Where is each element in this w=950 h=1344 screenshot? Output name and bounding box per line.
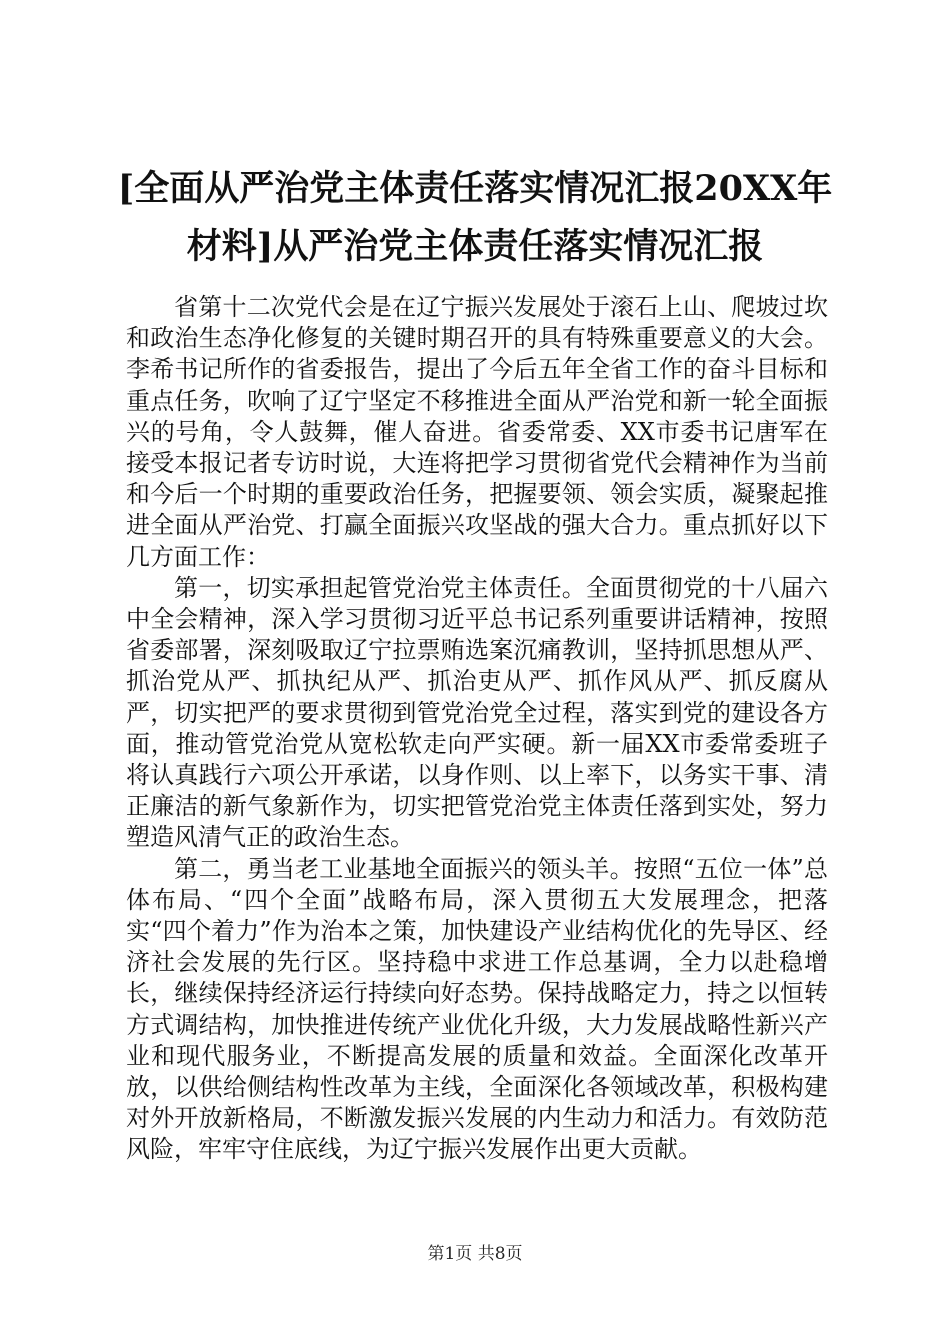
document-body: [126, 292, 828, 1166]
page-number-footer: 第1页 共8页: [427, 1244, 523, 1264]
paragraph-intro: 省第十二次党代会是在辽宁振兴发展处于滚石上山、爬坡过坎和政治生态净化修复的关键时期召开的具有特殊重要意义的大会。李希书记所作的省委报告，提出了今后五年全省工作的奋斗目标和重点任务，吹响了辽宁坚定不移推进全面从严治党和新一轮全面振兴的号角，令人鼓舞，催人奋进。省委常委、XX市委书记唐军在接受本报记者专访时说，大连将把学习贯彻省党代会精神作为当前和今后一个时期的重要政治任务，把握要领、领会实质，凝聚起推进全面从严治党、打赢全面振兴攻坚战的强大合力。重点抓好以下几方面工作：: [126, 293, 828, 571]
document-title: [全面从严治党主体责任落实情况汇报20XX年材料]从严治党主体责任落实情况汇报: [117, 168, 833, 267]
paragraph-first-point: 第一，切实承担起管党治党主体责任。全面贯彻党的十八届六中全会精神，深入学习贯彻习近平总书记系列重要讲话精神，按照省委部署，深刻吸取辽宁拉票贿选案沉痛教训，坚持抓思想从严、抓治党从严、抓执纪从严、抓治吏从严、抓作风从严、抓反腐从严，切实把严的要求贯彻到管党治党全过程，落实到党的建设各方面，推动管党治党从宽松软走向严实硬。新一届XX市委常委班子将认真践行六项公开承诺，以身作则、以上率下，以务实干事、清正廉洁的新气象新作为，切实把管党治党主体责任落到实处，努力塑造风清气正的政治生态。: [126, 573, 828, 852]
paragraph-second-point: 第二，勇当老工业基地全面振兴的领头羊。按照“五位一体”总体布局、“四个全面”战略布局，深入贯彻五大发展理念，把落实“四个着力”作为治本之策，加快建设产业结构优化的先导区、经济社会发展的先行区。坚持稳中求进工作总基调，全力以赴稳增长，继续保持经济运行持续向好态势。保持战略定力，持之以恒转方式调结构，加快推进传统产业优化升级，大力发展战略性新兴产业和现代服务业，不断提高发展的质量和效益。全面深化改革开放，以供给侧结构性改革为主线，全面深化各领域改革，积极构建对外开放新格局，不断激发振兴发展的内生动力和活力。有效防范风险，牢牢守住底线，为辽宁振兴发展作出更大贡献。: [126, 854, 828, 1164]
